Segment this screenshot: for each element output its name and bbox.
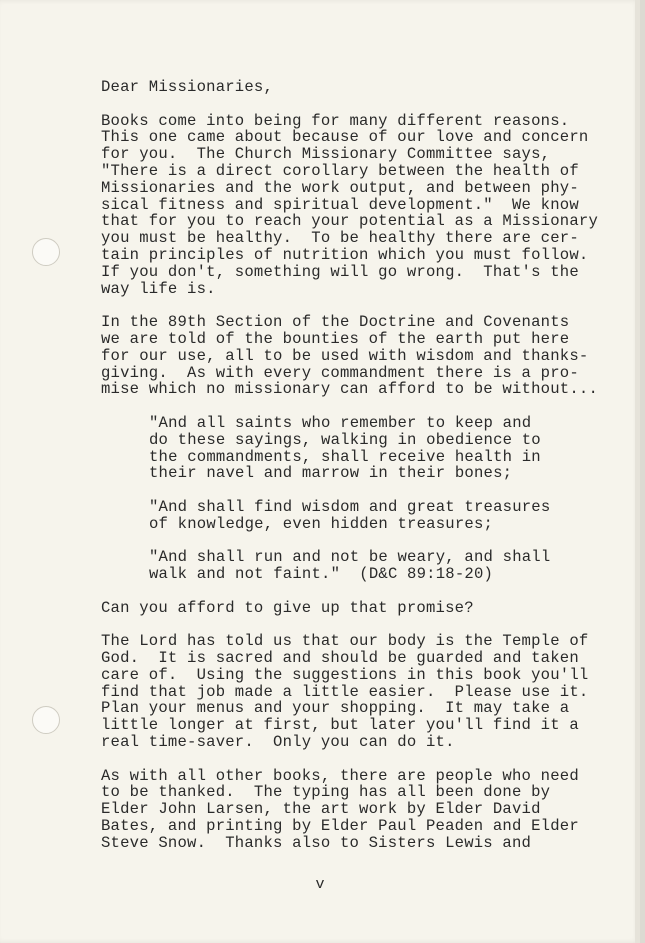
text-line: care of. Using the suggestions in this book you'll xyxy=(101,665,589,684)
binder-hole-top xyxy=(32,238,60,266)
text-line: find that job made a little easier. Please use it. xyxy=(101,682,589,701)
quote-line: of knowledge, even hidden treasures; xyxy=(149,514,494,533)
quote-line: do these sayings, walking in obedience to xyxy=(149,430,541,449)
text-line: to be thanked. The typing has all been done by xyxy=(101,783,551,802)
paragraph-2 xyxy=(101,314,621,398)
text-line: sical fitness and spiritual development." We know xyxy=(101,195,579,214)
letter-body xyxy=(101,79,621,852)
salutation: Dear Missionaries, xyxy=(101,78,274,96)
quote-line: "And shall run and not be weary, and shall xyxy=(149,548,551,567)
paragraph-3 xyxy=(101,633,621,751)
page-number: v xyxy=(315,876,325,893)
paragraph-4 xyxy=(101,768,621,852)
text-line: This one came about because of our love and concern xyxy=(101,128,589,147)
scripture-quote-2 xyxy=(101,499,621,533)
text-line: little longer at first, but later you'll find it a xyxy=(101,716,579,735)
text-line: Bates, and printing by Elder Paul Peaden and Elder xyxy=(101,817,579,836)
text-line: for our use, all to be used with wisdom and thanks- xyxy=(101,346,589,365)
text-line: Steve Snow. Thanks also to Sisters Lewis and xyxy=(101,833,532,852)
text-line: giving. As with every commandment there is a pro- xyxy=(101,363,579,382)
text-line: "There is a direct corollary between the health of xyxy=(101,161,579,180)
text-line: tain principles of nutrition which you must follow. xyxy=(101,245,589,264)
text-line: real time-saver. Only you can do it. xyxy=(101,733,455,752)
quote-line: the commandments, shall receive health in xyxy=(149,447,541,466)
text-line: In the 89th Section of the Doctrine and Covenants xyxy=(101,313,570,332)
text-line: mise which no missionary can afford to be without... xyxy=(101,380,599,399)
paragraph-1 xyxy=(101,113,621,298)
page-edge xyxy=(635,0,640,943)
text-line: for you. The Church Missionary Committee says, xyxy=(101,145,551,164)
text-line: that for you to reach your potential as a Missionary xyxy=(101,212,599,231)
text-line: As with all other books, there are people who need xyxy=(101,766,579,785)
text-line: If you don't, something will go wrong. That's the xyxy=(101,262,579,281)
quote-line: walk and not faint." (D&C 89:18-20) xyxy=(149,565,494,584)
text-line: God. It is sacred and should be guarded and taken xyxy=(101,649,579,668)
quote-line: "And shall find wisdom and great treasures xyxy=(149,497,551,516)
question-line: Can you afford to give up that promise? xyxy=(101,598,474,617)
quote-line: their navel and marrow in their bones; xyxy=(149,464,513,483)
text-line: you must be healthy. To be healthy there are cer- xyxy=(101,229,579,248)
scripture-quote-3 xyxy=(101,549,621,583)
text-line: we are told of the bounties of the earth put here xyxy=(101,329,570,348)
quote-line: "And all saints who remember to keep and xyxy=(149,413,532,432)
text-line: The Lord has told us that our body is the Temple of xyxy=(101,632,589,651)
text-line: Missionaries and the work output, and between phy- xyxy=(101,178,579,197)
scripture-quote-1 xyxy=(101,415,621,482)
text-line: Elder John Larsen, the art work by Elder David xyxy=(101,800,541,819)
text-line: Plan your menus and your shopping. It may take a xyxy=(101,699,570,718)
binder-hole-bottom xyxy=(32,706,60,734)
text-line: way life is. xyxy=(101,279,216,298)
text-line: Books come into being for many different reasons. xyxy=(101,111,570,130)
